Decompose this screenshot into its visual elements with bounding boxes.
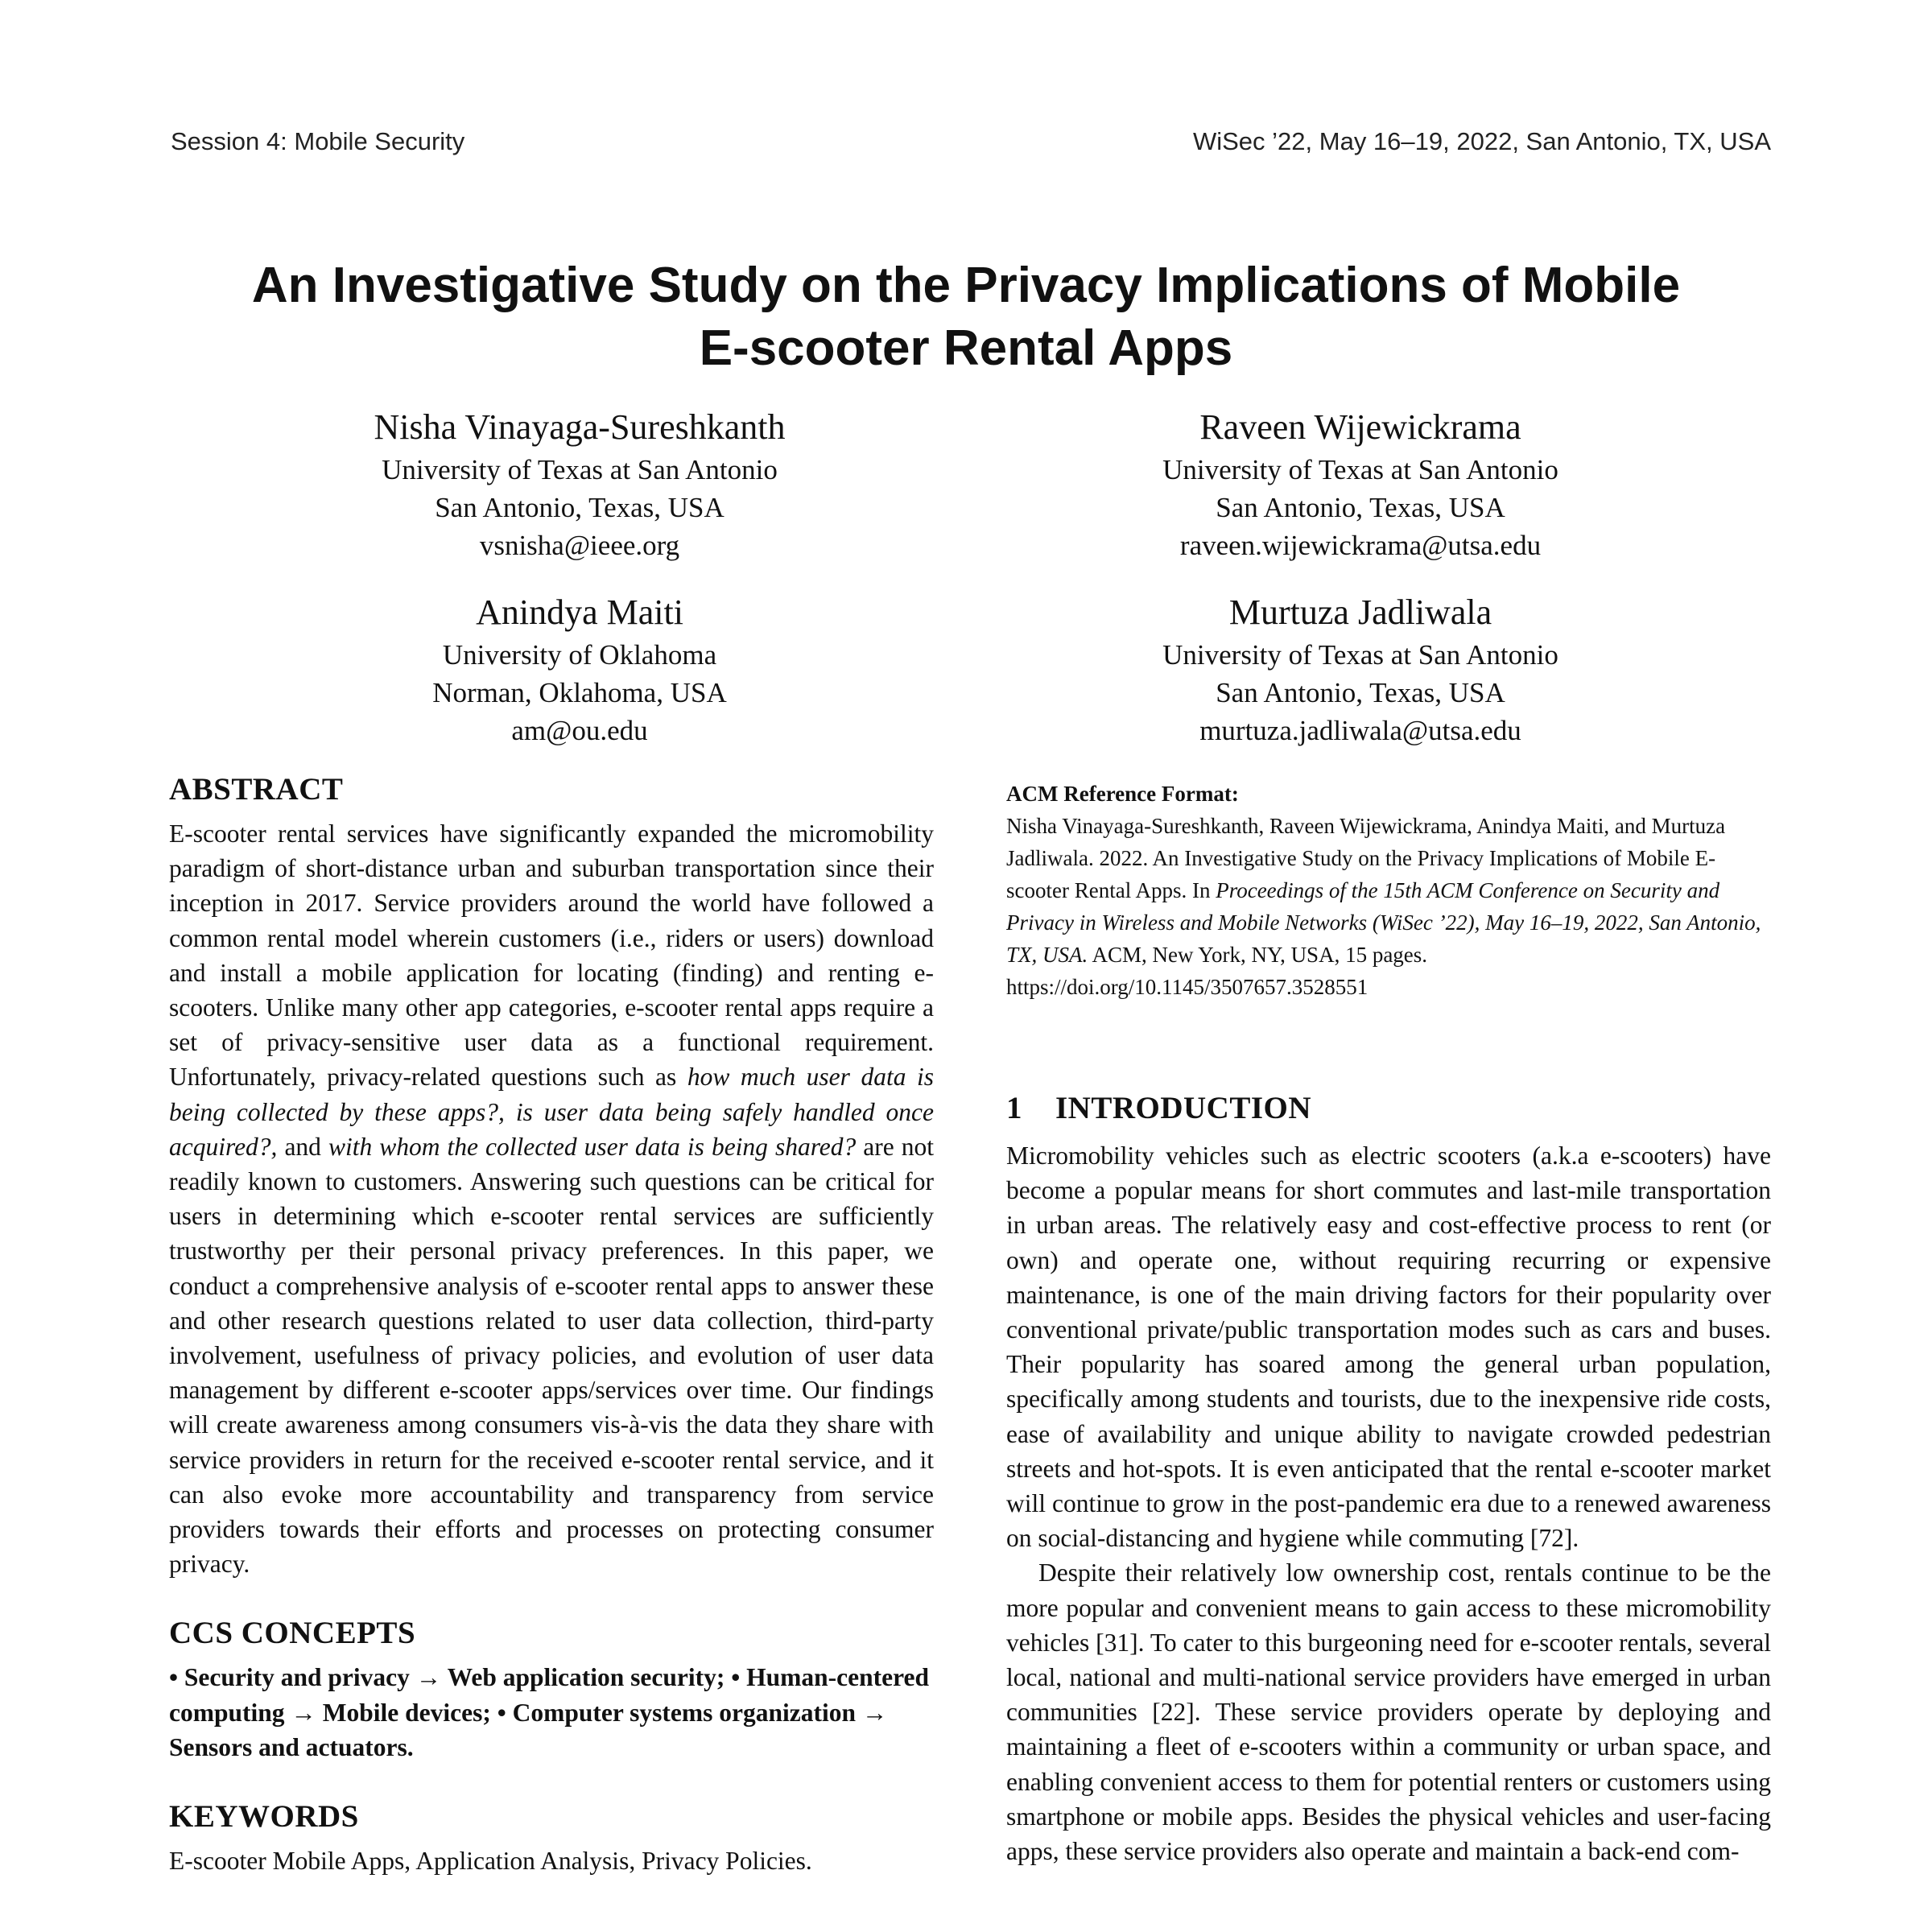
acm-reference-part-2: ACM, New York, NY, USA, 15 pages. https://doi.org/10.1145/3507657.3528551 — [1006, 943, 1428, 999]
author-email: vsnisha@ieee.org — [479, 530, 680, 561]
author-block-4 — [1079, 592, 1642, 749]
author-location: Norman, Oklahoma, USA — [432, 677, 727, 708]
author-email: am@ou.edu — [511, 715, 648, 746]
author-location: San Antonio, Texas, USA — [1216, 492, 1505, 523]
acm-reference-text — [1006, 810, 1771, 1003]
author-name: Murtuza Jadliwala — [1228, 592, 1492, 632]
keywords-heading: KEYWORDS — [169, 1799, 359, 1835]
abstract-italic-2: with whom the collected user data is being shared? — [328, 1132, 857, 1161]
author-email: raveen.wijewickrama@utsa.edu — [1179, 530, 1542, 561]
author-affiliation: University of Texas at San Antonio — [382, 454, 778, 485]
abstract-text — [169, 816, 934, 1581]
acm-reference-part-1: Nisha Vinayaga-Sureshkanth, Raveen Wijewickrama, Anindya Maiti, and Murtuza Jadliwala. 2022. An Investigative Study on the Privacy Implications of Mobile E-scooter Rental Apps. In — [1006, 814, 1726, 902]
abstract-part-1: E-scooter rental services have significantly expanded the micromobility paradigm of short-distance urban and suburban transportation since their inception in 2017. Service providers around the world have followed a common rental model wherein customers (i.e., riders or users) download and install a mobile application for locating (finding) and renting e-scooters. Unlike many other app categories, e-scooter rental apps require a set of privacy-sensitive user data as a functional requirement. Unfortunately, privacy-related questions such as — [169, 819, 934, 1092]
running-header-session: Session 4: Mobile Security — [171, 127, 465, 155]
author-name: Raveen Wijewickrama — [1199, 407, 1521, 447]
abstract-italic-1: how much user data is being collected by these apps?, is user data being safely handled once acquired?, — [169, 1063, 935, 1161]
author-block-2 — [1079, 407, 1642, 564]
acm-reference-proceedings: Proceedings of the 15th ACM Conference on Security and Privacy in Wireless and Mobile Networks (WiSec ’22), May 16–19, 2022, San Antonio, TX, USA. — [1006, 878, 1761, 967]
author-block-1 — [298, 407, 861, 564]
title-line-1: An Investigative Study on the Privacy Implications of Mobile — [251, 258, 1681, 313]
paper-title — [161, 254, 1771, 380]
introduction-paragraph-1: Micromobility vehicles such as electric scooters (a.k.a e-scooters) have become a popular means for short commutes and last-mile transportation in urban areas. The relatively easy and cost-effective process to rent (or own) and operate one, without requiring recurring or expensive maintenance, is one of the main driving factors for their popularity over conventional private/public transportation modes such as cars and buses. Their popularity has soared among the general urban population, specifically among students and tourists, due to the inexpensive ride costs, ease of availability and unique ability to navigate crowded pedestrian streets and hot-spots. It is even anticipated that the rental e-scooter market will continue to grow in the post-pandemic era due to a renewed awareness on social-distancing and hygiene while commuting [72]. — [1006, 1141, 1771, 1553]
author-email: murtuza.jadliwala@utsa.edu — [1199, 715, 1521, 746]
ccs-concepts-text: • Security and privacy → Web application security; • Human-centered computing → Mobile devices; • Computer systems organization → Sensors and actuators. — [169, 1663, 929, 1761]
author-affiliation: University of Texas at San Antonio — [1162, 454, 1558, 485]
introduction-paragraph-2: Despite their relatively low ownership cost, rentals continue to be the more popular and convenient means to gain access to these micromobility vehicles [31]. To cater to this burgeoning need for e-scooter rentals, several local, national and multi-national service providers have emerged in urban communities [22]. These service providers operate by deploying and maintaining a fleet of e-scooters within a community or urban space, and enabling convenient access to them for potential renters or customers using smartphone or mobile apps. Besides the physical vehicles and user-facing apps, these service providers also operate and maintain a back-end com- — [1006, 1558, 1771, 1866]
title-line-2: E-scooter Rental Apps — [699, 320, 1233, 376]
author-name: Anindya Maiti — [476, 592, 683, 632]
introduction-heading: 1 INTRODUCTION — [1006, 1091, 1312, 1125]
author-location: San Antonio, Texas, USA — [1216, 677, 1505, 708]
abstract-heading: ABSTRACT — [169, 772, 344, 807]
right-column — [1006, 778, 1771, 1868]
running-header-venue: WiSec ’22, May 16–19, 2022, San Antonio, TX, USA — [1192, 127, 1771, 155]
author-affiliation: University of Texas at San Antonio — [1162, 639, 1558, 671]
author-name: Nisha Vinayaga-Sureshkanth — [374, 407, 786, 447]
left-column — [169, 770, 934, 1878]
author-affiliation: University of Oklahoma — [442, 639, 717, 671]
author-location: San Antonio, Texas, USA — [435, 492, 724, 523]
keywords-text: E-scooter Mobile Apps, Application Analysis, Privacy Policies. — [169, 1847, 812, 1876]
ccs-heading: CCS CONCEPTS — [169, 1616, 416, 1651]
abstract-part-2: and — [284, 1132, 321, 1161]
author-block-3 — [298, 592, 861, 749]
abstract-part-3: are not readily known to customers. Answering such questions can be critical for users in determining which e-scooter rental services are sufficiently trustworthy per their personal privacy preferences. In this paper, we conduct a comprehensive analysis of e-scooter rental apps to answer these and other research questions related to user data collection, third-party involvement, usefulness of privacy policies, and evolution of user data management by different e-scooter apps/services over time. Our findings will create awareness among consumers vis-à-vis the data they share with service providers in return for the received e-scooter rental service, and it can also evoke more accountability and transparency from service providers towards their efforts and processes on protecting consumer privacy. — [169, 1132, 935, 1579]
acm-reference-heading: ACM Reference Format: — [1006, 782, 1239, 806]
